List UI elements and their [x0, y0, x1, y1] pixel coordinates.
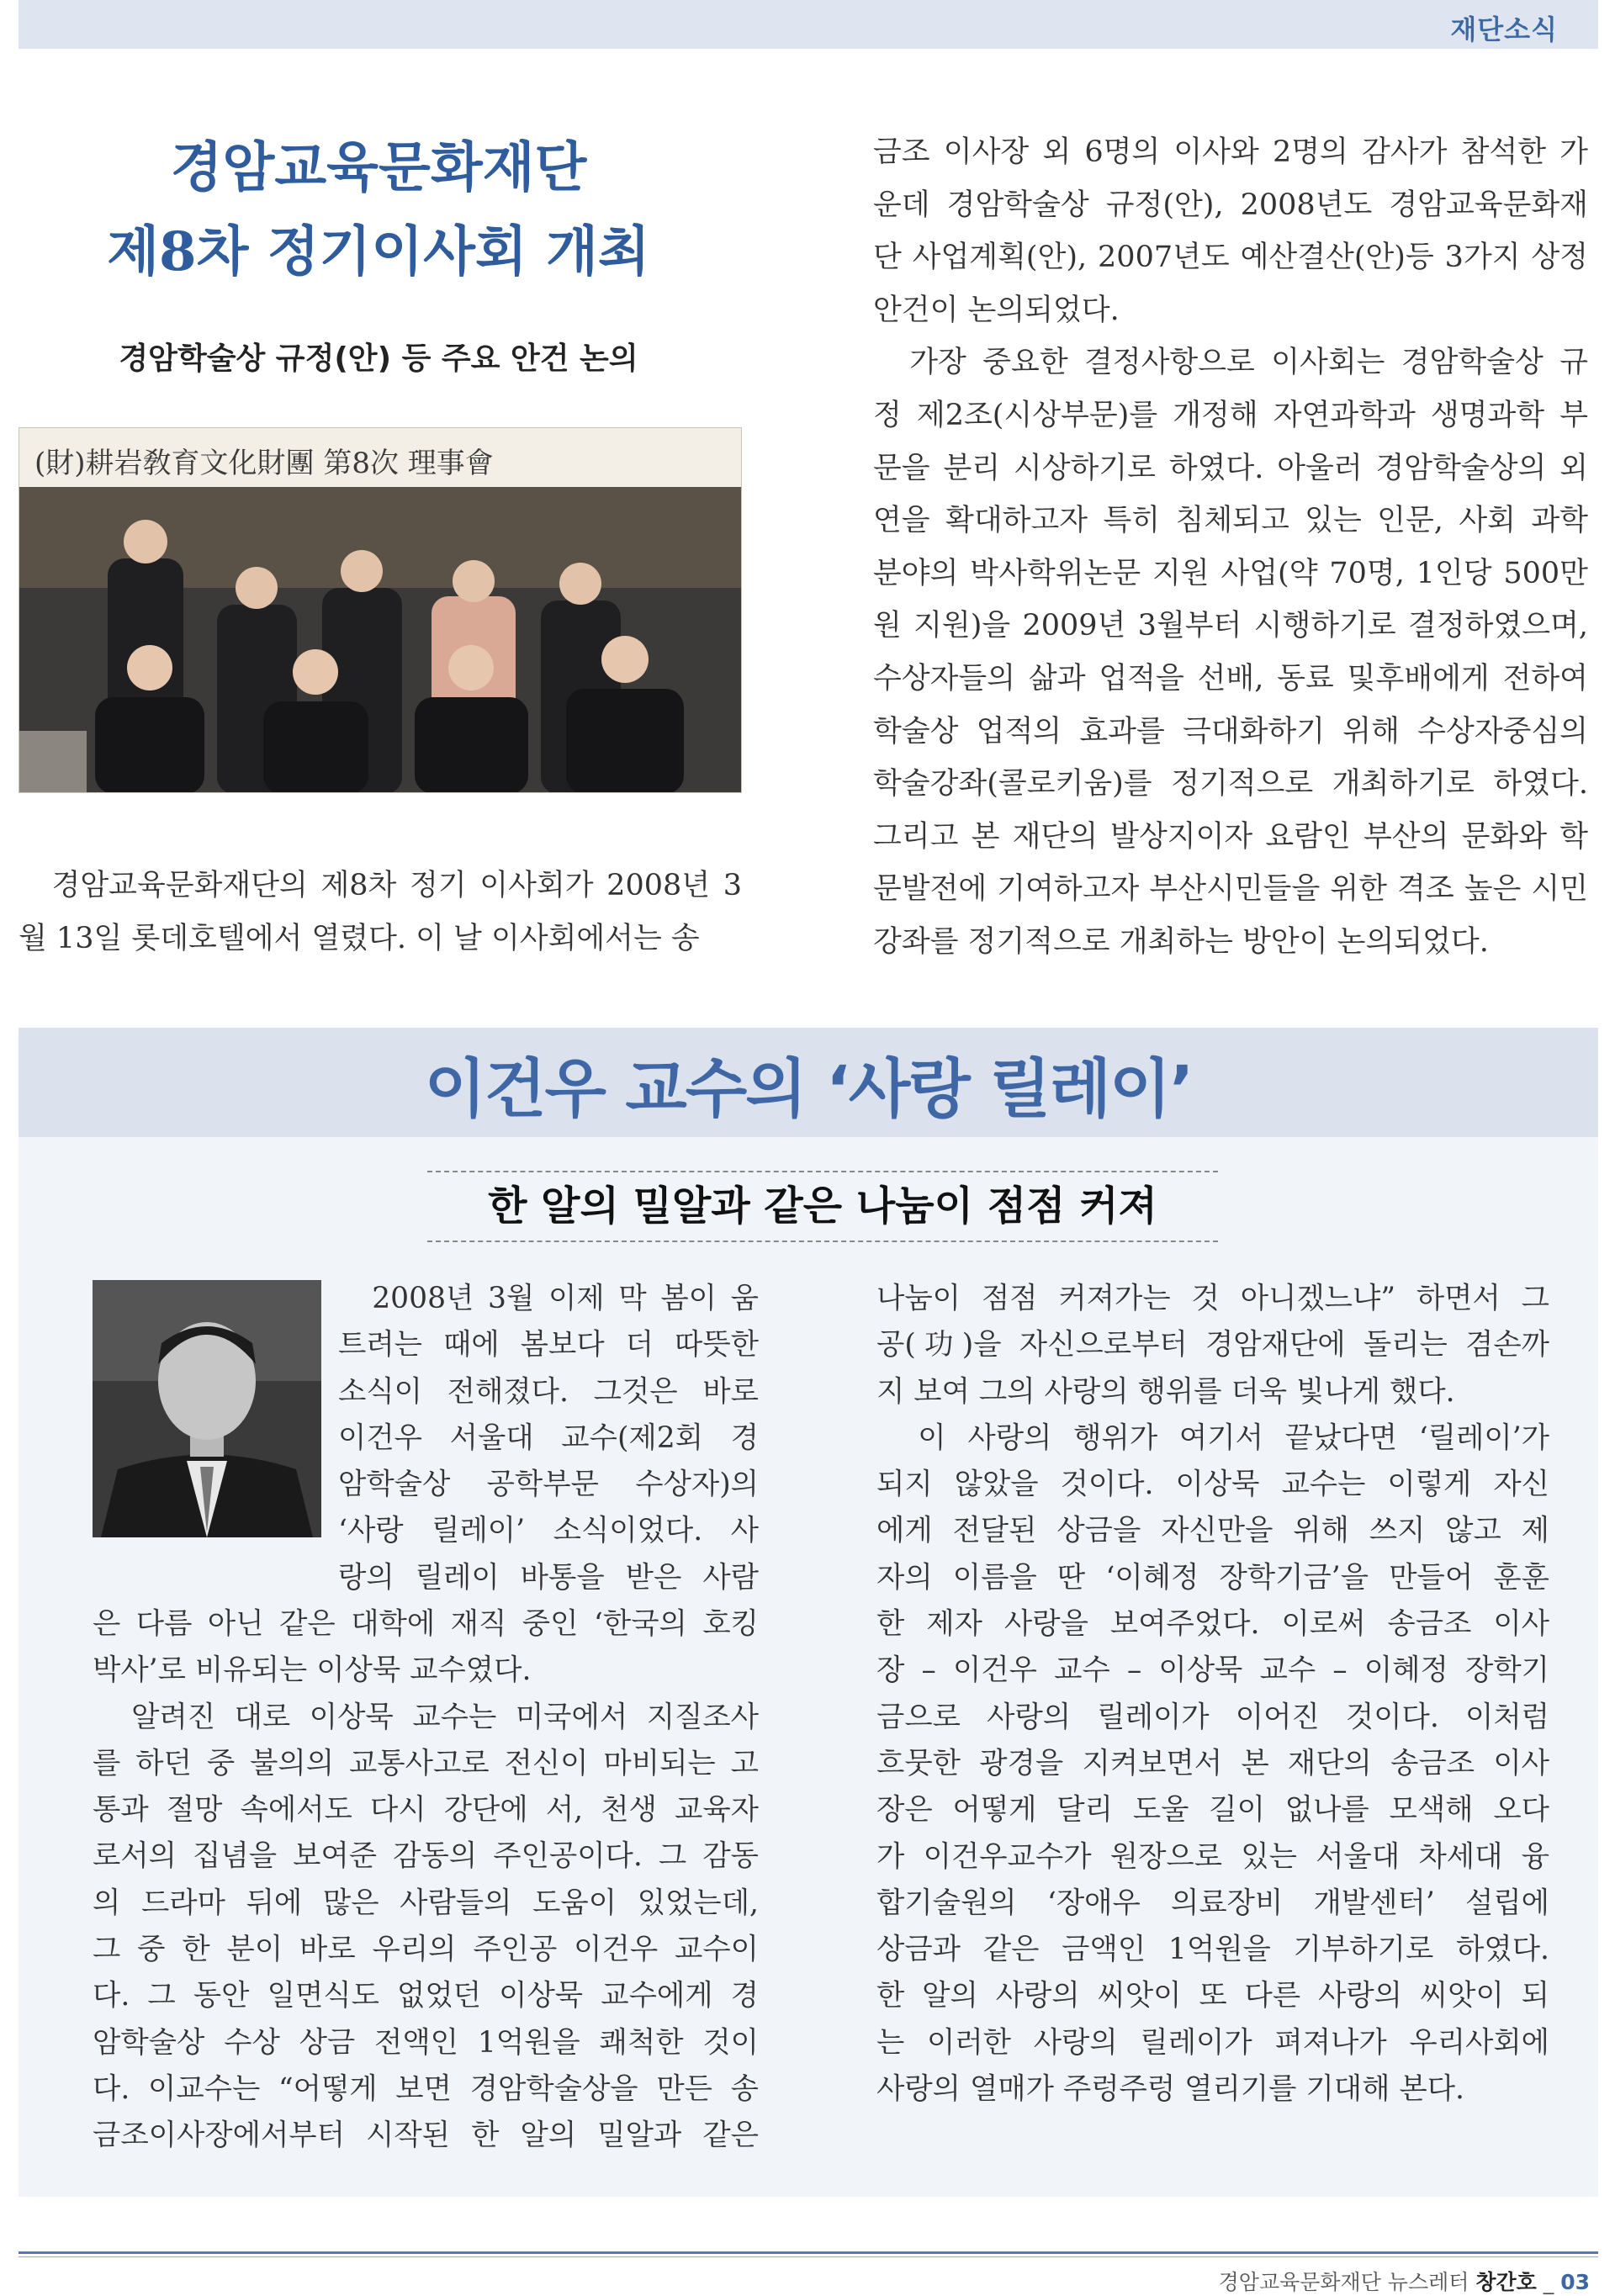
footer-separator: _	[1543, 2270, 1554, 2294]
text-line: 자의 이름을 딴 ‘이혜정 장학기금’을 만들어 훈훈	[876, 1560, 1549, 1595]
text-line: 이 사랑의 행위가 여기서 끝났다면 ‘릴레이’가	[876, 1420, 1549, 1455]
text-line: ‘사랑 릴레이’ 소식이었다. 사	[338, 1514, 759, 1548]
article2-box	[19, 1028, 1598, 2197]
text-line: 합기술원의 ‘장애우 의료장비 개발센터’ 설립에	[876, 1886, 1549, 1920]
text-line: 그 중 한 분이 바로 우리의 주인공 이건우 교수이	[93, 1933, 759, 1967]
text-line: 소식이 전해졌다. 그것은 바로	[338, 1374, 759, 1409]
board-meeting-photo	[19, 427, 742, 793]
text-line: 그리고 본 재단의 발상지이자 요람인 부산의 문화와 학	[873, 819, 1588, 854]
text-line: 은 다름 아닌 같은 대학에 재직 중인 ‘한국의 호킹	[93, 1607, 759, 1641]
professor-portrait-photo	[93, 1280, 321, 1537]
text-line: 를 하던 중 불의의 교통사고로 전신이 마비되는 고	[93, 1746, 759, 1780]
article1-body-right	[873, 126, 1588, 969]
text-line: 에게 전달된 상금을 자신만을 위해 쓰지 않고 제	[876, 1514, 1549, 1548]
text-line: 알려진 대로 이상묵 교수는 미국에서 지질조사	[93, 1700, 759, 1734]
text-line: 는 이러한 사랑의 릴레이가 펴져나가 우리사회에	[876, 2025, 1549, 2060]
page-number: 03	[1560, 2270, 1590, 2294]
article2-body-right	[876, 1276, 1549, 2113]
text-line: 2008년 3월 이제 막 봄이 움	[338, 1282, 759, 1315]
article1-title	[50, 126, 707, 294]
text-line: 상금과 같은 금액인 1억원을 기부하기로 하였다.	[876, 1933, 1549, 1967]
text-line: 금으로 사랑의 릴레이가 이어진 것이다. 이처럼	[876, 1700, 1549, 1734]
text-line: 강좌를 정기적으로 개최하는 방안이 논의되었다.	[873, 924, 1489, 959]
text-line: 월 13일 롯데호텔에서 열렸다. 이 날 이사회에서는 송	[19, 921, 700, 955]
text-line: 정 제2조(시상부문)를 개정해 자연과학과 생명과학 부	[873, 398, 1588, 432]
text-line: 학술상 업적의 효과를 극대화하기 위해 수상자중심의	[873, 714, 1588, 749]
text-line: 문을 분리 시상하기로 하였다. 아울러 경암학술상의 외	[873, 451, 1588, 485]
text-line: 암학술상 수상 상금 전액인 1억원을 쾌척한 것이	[93, 2025, 759, 2060]
text-line: 수상자들의 삶과 업적을 선배, 동료 및후배에게 전하여	[873, 661, 1588, 696]
text-line: 금조 이사장 외 6명의 이사와 2명의 감사가 참석한 가	[873, 135, 1588, 169]
text-line: 분야의 박사학위논문 지원 사업(약 70명, 1인당 500만	[873, 556, 1588, 590]
text-line: 금조이사장에서부터 시작된 한 알의 밀알과 같은	[93, 2119, 759, 2153]
group-photo-illustration	[19, 487, 742, 793]
article2-body-intro	[338, 1276, 759, 1601]
text-line: 통과 절망 속에서도 다시 강단에 서, 천생 교육자	[93, 1793, 759, 1828]
text-line: 사랑의 열매가 주렁주렁 열리기를 기대해 본다.	[876, 2072, 1465, 2107]
text-line: 의 드라마 뒤에 많은 사람들의 도움이 있었는데,	[93, 1886, 759, 1920]
text-line: 나눔이 점점 커져가는 것 아니겠느냐” 하면서 그	[876, 1282, 1549, 1315]
text-line: 다. 그 동안 일면식도 없었던 이상묵 교수에게 경	[93, 1979, 759, 2013]
article1-title-line: 경암교육문화재단	[170, 136, 587, 199]
text-line: 문발전에 기여하고자 부산시민들을 위한 격조 높은 시민	[873, 872, 1588, 907]
article1-subtitle: 경암학술상 규정(안) 등 주요 안건 논의	[119, 341, 638, 376]
text-line: 원 지원)을 2009년 3월부터 시행하기로 결정하였으며,	[873, 609, 1588, 643]
text-line: 연을 확대하고자 특히 침체되고 있는 인문, 사회 과학	[873, 504, 1588, 538]
top-header-bar	[19, 0, 1598, 49]
article2-subtitle: 한 알의 밀알과 같은 나눔이 점점 커져	[427, 1171, 1218, 1242]
article2-header-band	[19, 1028, 1598, 1137]
text-line: 박사’로 비유되는 이상묵 교수였다.	[93, 1653, 532, 1688]
text-line: 학술강좌(콜로키움)를 정기적으로 개최하기로 하였다.	[873, 767, 1588, 801]
article1-body-left	[19, 860, 742, 965]
text-line: 다. 이교수는 “어떻게 보면 경암학술상을 만든 송	[93, 2071, 759, 2106]
text-line: 한 제자 사랑을 보여주었다. 이로써 송금조 이사	[876, 1607, 1549, 1642]
article2-body-left	[93, 1601, 759, 2160]
text-line: 가 이건우교수가 원장으로 있는 서울대 차세대 융	[876, 1839, 1549, 1874]
photo-banner-text: (財)耕岩敎育文化財團 第8次 理事會	[19, 428, 742, 487]
footer-rule-thin	[19, 2256, 1598, 2257]
text-line: 공(功)을 자신으로부터 경암재단에 돌리는 겸손까	[876, 1328, 1549, 1362]
text-line: 한 알의 사랑의 씨앗이 또 다른 사랑의 씨앗이 되	[876, 1979, 1549, 2013]
footer-issue: 창간호	[1475, 2270, 1537, 2294]
article2-title: 이건우 교수의 ‘사랑 릴레이’	[424, 1051, 1193, 1126]
footer-publication: 경암교육문화재단 뉴스레터	[1218, 2270, 1469, 2294]
text-line: 장은 어떻게 달리 도울 길이 없나를 모색해 오다	[876, 1793, 1549, 1828]
text-line: 암학술상 공학부문 수상자)의	[338, 1468, 759, 1502]
text-line: 경암교육문화재단의 제8차 정기 이사회가 2008년 3	[19, 869, 742, 902]
text-line: 랑의 릴레이 바통을 받은 사람	[338, 1560, 759, 1595]
text-line: 운데 경암학술상 규정(안), 2008년도 경암교육문화재	[873, 188, 1588, 222]
text-line: 가장 중요한 결정사항으로 이사회는 경암학술상 규	[873, 346, 1588, 380]
text-line: 안건이 논의되었다.	[873, 293, 1120, 327]
footer-rule	[19, 2251, 1598, 2254]
text-line: 단 사업계획(안), 2007년도 예산결산(안)등 3가지 상정	[873, 241, 1588, 275]
text-line: 이건우 서울대 교수(제2회 경	[338, 1420, 759, 1455]
text-line: 트려는 때에 봄보다 더 따뜻한	[338, 1328, 759, 1362]
text-line: 장 – 이건우 교수 – 이상묵 교수 – 이혜정 장학기	[876, 1653, 1549, 1688]
text-line: 흐뭇한 광경을 지켜보면서 본 재단의 송금조 이사	[876, 1746, 1549, 1780]
text-line: 로서의 집념을 보여준 감동의 주인공이다. 그 감동	[93, 1839, 759, 1874]
section-label: 재단소식	[1450, 13, 1558, 45]
article1-title-line: 제8차 정기이사회 개최	[107, 220, 650, 283]
text-line: 되지 않았을 것이다. 이상묵 교수는 이렇게 자신	[876, 1468, 1549, 1502]
text-line: 지 보여 그의 사랑의 행위를 더욱 빛나게 했다.	[876, 1374, 1455, 1409]
page-footer	[1219, 2266, 1590, 2296]
